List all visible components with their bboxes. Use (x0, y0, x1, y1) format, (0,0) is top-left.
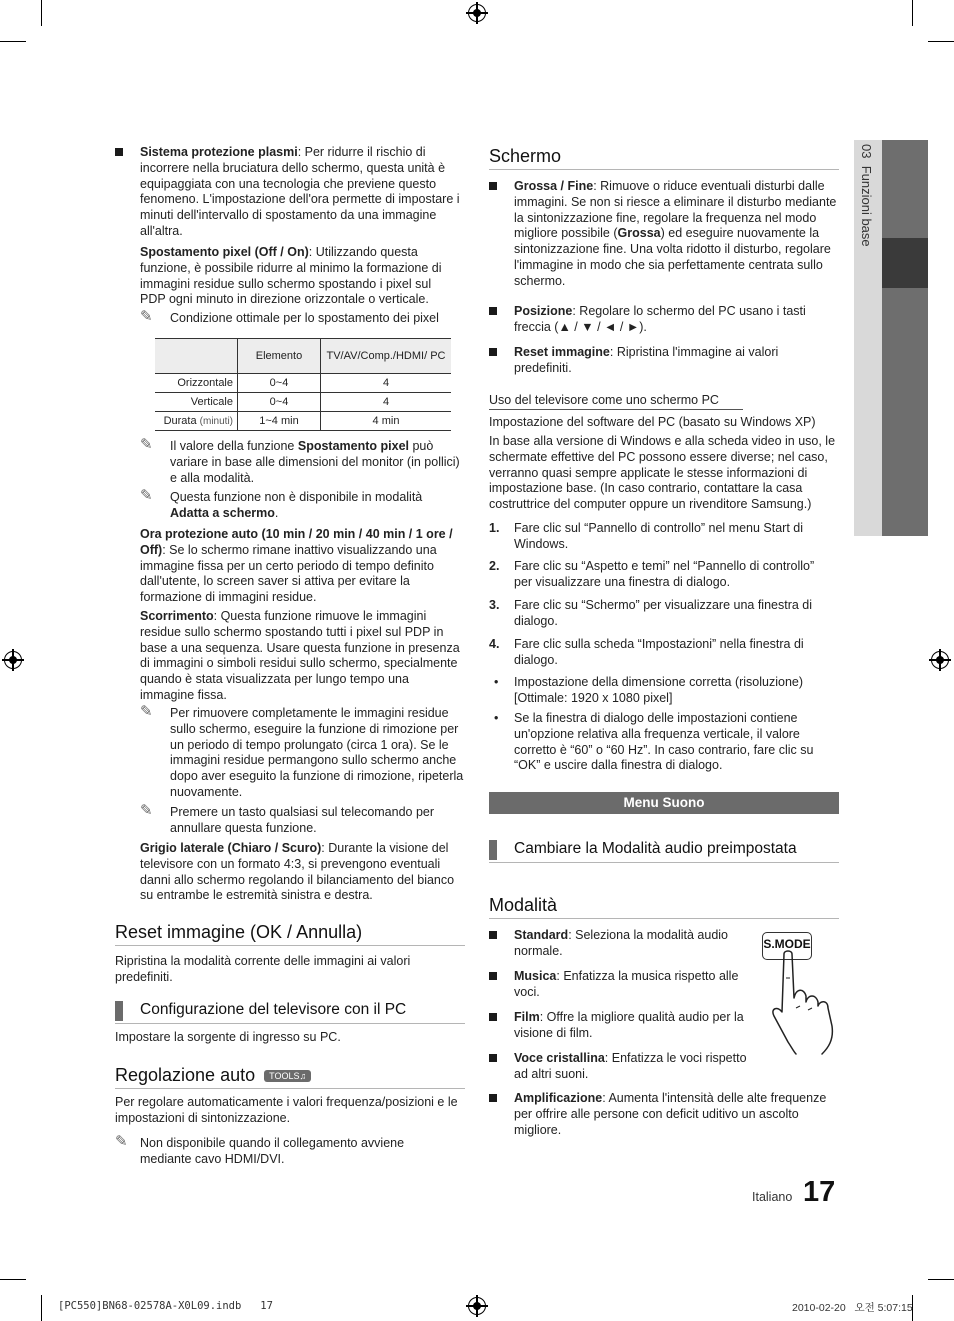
step-number: 4. (489, 637, 500, 651)
plasma-paragraph: Sistema protezione plasmi: Per ridurre il rischio di incorrere nella bruciatura dello schermo, questa unità è equipaggiata con una tecnologia che previene questo fenomeno. L'impostazione dell'ora permette di impostare i minuti dell'intervallo di spostamento da una immagine all'altra. (140, 145, 460, 238)
coarse-fine-paragraph: Grossa / Fine: Rimuove o riduce eventuali disturbi dalle immagini. Se non si riesce a eliminare il disturbo mediante la sintonizzazione fine, regolare la frequenza nel modo migliore possibile (Grossa) ed eseguire nuovamente la sintonizzazione fine. Una volta ridotto il disturbo, regolare l'immagine in modo che sia perfettamente centrata sullo schermo. (514, 179, 837, 288)
reset-image-heading: Reset immagine (OK / Annulla) (115, 922, 363, 942)
registration-mark-top (468, 4, 486, 22)
pixel-table (155, 338, 451, 431)
heading-rule (115, 945, 465, 946)
note-remove: Per rimuovere completamente le immagini residue sullo schermo, eseguire la funzione di rimozione per un periodo di tempo prolungato (circa 1 ora). Se le immagini residue permangono sullo schermo anche dopo aver eseguito la funzione di rimozione, ripeterla nuovamente. (170, 706, 464, 799)
bullet-square (489, 1013, 497, 1021)
step-number: 1. (489, 521, 500, 535)
bullet-dot: • (494, 675, 499, 689)
auto-adjust-heading: Regolazione auto TOOLS♫ (115, 1065, 311, 1086)
bullet-square (489, 1094, 497, 1102)
menu-sound-label: Menu Suono (623, 795, 705, 810)
bullet-text: Impostazione della dimensione corretta (risoluzione) [Ottimale: 1920 x 1080 pixel] (514, 675, 804, 705)
step-number: 3. (489, 598, 500, 612)
page-number: 17 (803, 1176, 836, 1208)
subheading-bar (115, 1001, 123, 1021)
heading-rule (489, 409, 743, 410)
scroll-paragraph: Scorrimento: Questa funzione rimuove le immagini residue sullo schermo spostando tutti i pixel sul PDP in base a una sequenza. Usare questa funzione in presenza di immagini o simboli residui sullo schermo, specialmente quando è stata visualizzata per lungo tempo una immagine fissa. (140, 609, 460, 702)
side-tab-dark (882, 140, 928, 536)
bullet-square (489, 182, 497, 190)
bullet-square (115, 148, 123, 156)
heading-rule (489, 862, 839, 863)
heading-rule (115, 1023, 465, 1024)
heading-rule (489, 918, 839, 919)
step-text: Fare clic sulla scheda “Impostazioni” nella finestra di dialogo. (514, 637, 804, 667)
config-pc-text: Impostare la sorgente di ingresso su PC. (115, 1030, 341, 1044)
footer-file: [PC550]BN68-02578A-X0L09.indb 17 (58, 1300, 273, 1312)
table-row: Durata (minuti) 1~4 min 4 min (155, 412, 451, 431)
note-icon: ✎ (140, 487, 153, 504)
hand-press-icon (770, 948, 842, 1056)
note-icon: ✎ (140, 703, 153, 720)
reset-img-paragraph: Reset immagine: Ripristina l'immagine ai valori predefiniti. (514, 345, 779, 375)
bullet-square (489, 1054, 497, 1062)
note-icon: ✎ (140, 802, 153, 819)
note-icon: ✎ (140, 436, 153, 453)
step-text: Fare clic su “Schermo” per visualizzare una finestra di dialogo. (514, 598, 813, 628)
note-fit-screen: Questa funzione non è disponibile in modalità Adatta a schermo. (170, 490, 423, 520)
table-header-cell: Elemento (238, 339, 321, 374)
table-header-cell (155, 339, 238, 374)
auto-protect-paragraph: Ora protezione auto (10 min / 20 min / 40 min / 1 ore / Off): Se lo schermo rimane inattivo visualizzando una immagine fissa per un certo periodo di tempo definito dall'utente, lo screen saver si attiva per evitare la formazione di immagini residue. (140, 527, 453, 605)
footer-date: 2010-02-20 오전 5:07:15 (792, 1302, 913, 1314)
change-mode-heading: Cambiare la Modalità audio preimpostata (514, 840, 797, 857)
pixel-shift-paragraph: Spostamento pixel (Off / On): Utilizzando questa funzione, è possibile ridurre al minimo la formazione di immagini residue sullo schermo spostando i pixel sul PDP ogni minuto in direzione orizzontale o verticale. (140, 245, 442, 307)
step-number: 2. (489, 559, 500, 573)
note-icon: ✎ (140, 308, 153, 325)
subheading-bar (489, 840, 497, 860)
side-tab-active (882, 238, 928, 288)
registration-mark-right (931, 651, 949, 669)
heading-rule (115, 1088, 465, 1089)
mode-voice: Voce cristallina: Enfatizza le voci rispetto ad altri suoni. (514, 1051, 747, 1081)
screen-heading: Schermo (489, 146, 562, 166)
smode-label: S.MODE (763, 937, 811, 951)
bullet-text: Se la finestra di dialogo delle impostazioni contiene un'opzione relativa alla frequenza verticale, il valore corretto è “60” o “60 Hz”. In caso contrario, fare clic su “OK” e uscire dalla finestra di dialogo. (514, 711, 814, 773)
note-pixel-value: Il valore della funzione Spostamento pixel può variare in base alle dimensioni del monitor (in pollici) e alla modalità. (170, 439, 460, 485)
mode-music: Musica: Enfatizza la musica rispetto alle voci. (514, 969, 739, 999)
tools-button-icon: TOOLS♫ (264, 1070, 311, 1082)
note-icon: ✎ (115, 1133, 128, 1150)
bullet-square (489, 307, 497, 315)
bullet-square (489, 348, 497, 356)
pc-use-title: Uso del televisore come uno schermo PC (489, 393, 719, 407)
registration-mark-left (4, 651, 22, 669)
reset-image-text: Ripristina la modalità corrente delle immagini ai valori predefiniti. (115, 954, 411, 984)
pc-software: Impostazione del software del PC (basato su Windows XP) (489, 415, 816, 429)
registration-mark-bottom (468, 1297, 486, 1315)
auto-adjust-text: Per regolare automaticamente i valori frequenza/posizioni e le impostazioni di sintonizzazione. (115, 1095, 458, 1125)
note-press: Premere un tasto qualsiasi sul telecomando per annullare questa funzione. (170, 805, 435, 835)
footer-language: Italiano (752, 1190, 793, 1204)
step-text: Fare clic su “Aspetto e temi” nel “Pannello di controllo” per visualizzare una finestra di dialogo. (514, 559, 815, 589)
table-header-cell: TV/AV/Comp./HDMI/ PC (321, 339, 452, 374)
side-tab-label: 03 Funzioni base (859, 144, 874, 247)
note-hdmi: Non disponibile quando il collegamento avviene mediante cavo HDMI/DVI. (140, 1136, 405, 1166)
table-row: Verticale 0~4 4 (155, 393, 451, 412)
mode-film: Film: Offre la migliore qualità audio per la visione di film. (514, 1010, 744, 1040)
bullet-square (489, 972, 497, 980)
bullet-square (489, 931, 497, 939)
mode-amplify: Amplificazione: Aumenta l'intensità delle alte frequenze per offrire alle persone con deficit uditivo un ascolto migliore. (514, 1091, 827, 1137)
mode-standard: Standard: Seleziona la modalità audio normale. (514, 928, 729, 958)
config-pc-heading: Configurazione del televisore con il PC (140, 1001, 407, 1018)
step-text: Fare clic sul “Pannello di controllo” nel menu Start di Windows. (514, 521, 804, 551)
position-paragraph: Posizione: Regolare lo schermo del PC usano i tasti freccia (▲ / ▼ / ◄ / ►). (514, 304, 806, 334)
side-gray-paragraph: Grigio laterale (Chiaro / Scuro): Durante la visione del televisore con un formato 4:3, si prevengono eventuali danni allo schermo regolando il bilanciamento del bianco su entrambe le estremità sinistra e destra. (140, 841, 455, 903)
note-optimal: Condizione ottimale per lo spostamento dei pixel (170, 311, 439, 325)
table-row: Orizzontale 0~4 4 (155, 374, 451, 393)
heading-rule (489, 169, 839, 170)
bullet-dot: • (494, 711, 499, 725)
mode-heading: Modalità (489, 895, 558, 915)
pc-intro: In base alla versione di Windows e alla scheda video in uso, le schermate effettive del PC possono essere diverse; nel caso, verranno quasi sempre applicate le stesse informazioni di impostazione base. (In caso contrario, contattare la casa costruttrice del computer oppure un rivenditore Samsung.) (489, 434, 836, 512)
